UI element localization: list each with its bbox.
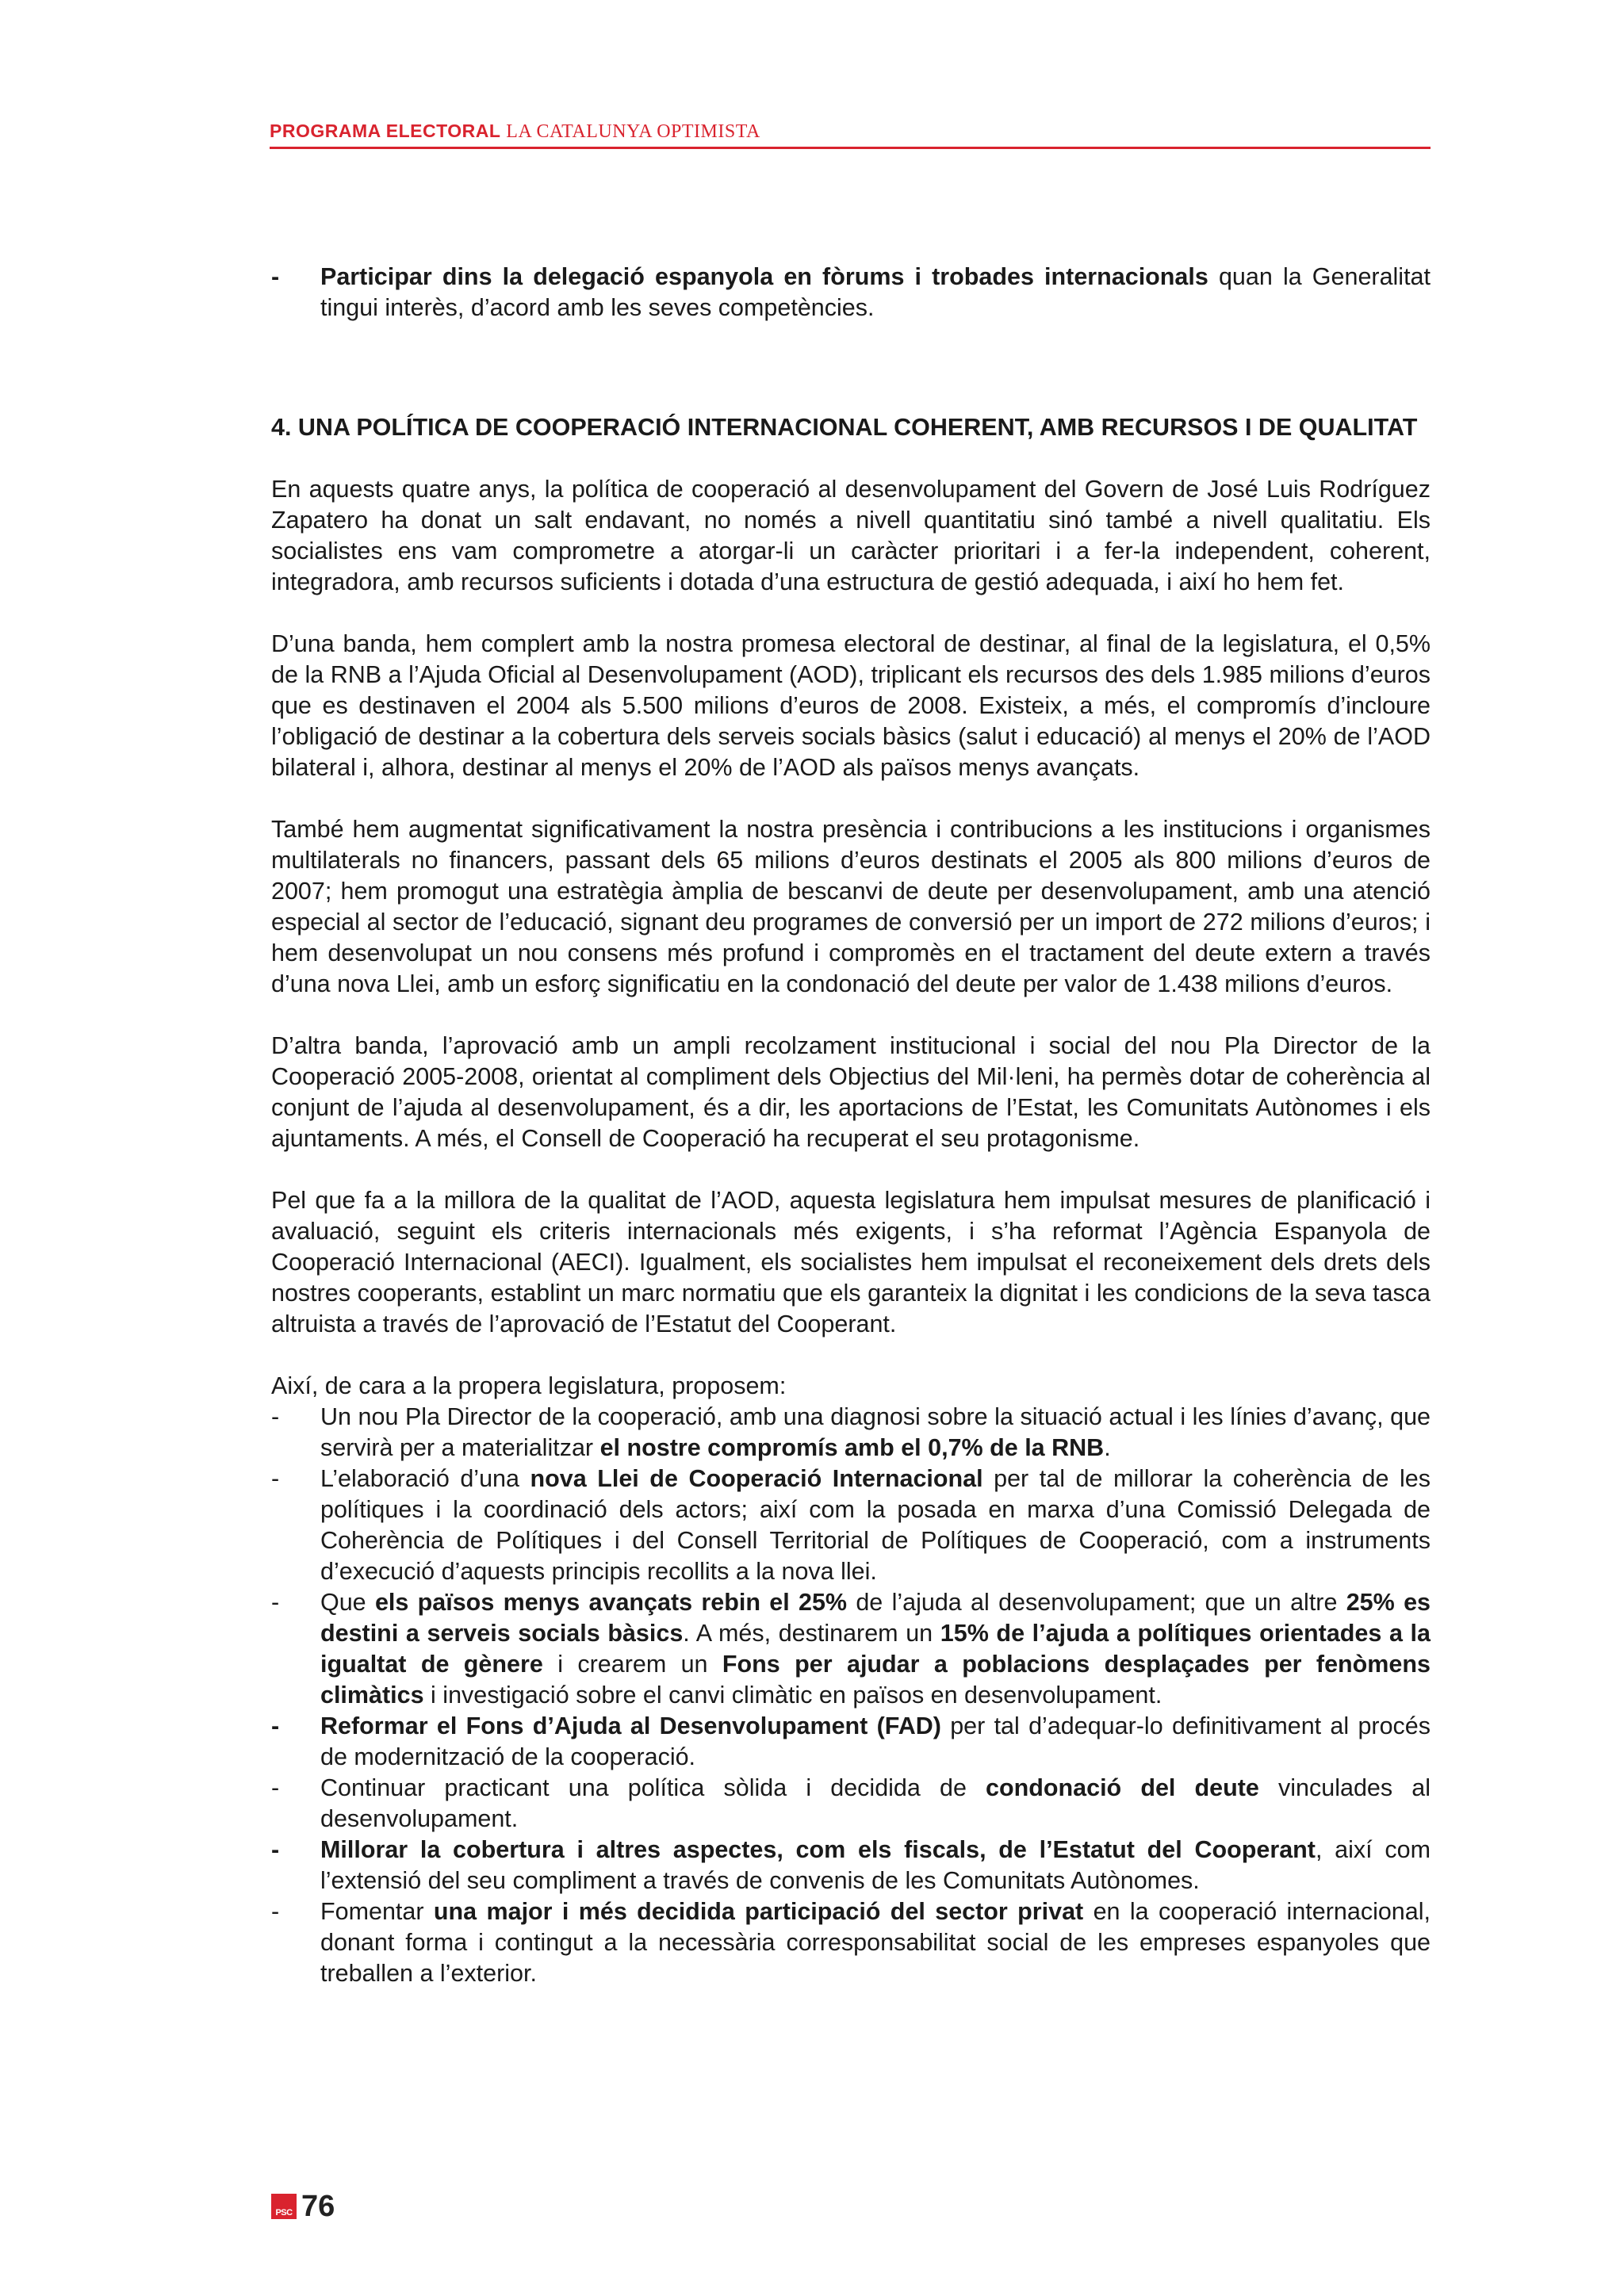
proposal-item xyxy=(271,1711,1431,1773)
proposal-text xyxy=(320,1402,1431,1464)
proposal-plain: i investigació sobre el canvi climàtic en països en desenvolupament. xyxy=(423,1682,1162,1709)
proposal-plain: L’elaboració d’una xyxy=(320,1465,530,1492)
section-title: 4. UNA POLÍTICA DE COOPERACIÓ INTERNACIONAL COHERENT, AMB RECURSOS I DE QUALITAT xyxy=(271,414,1418,441)
proposals-intro: Així, de cara a la propera legislatura, proposem: xyxy=(271,1372,787,1399)
proposal-bold: 15% de l’ajuda a polítiques orientades a la igualtat de gènere xyxy=(320,1620,1431,1678)
paragraph: També hem augmentat significativament la nostra presència i contribucions a les institucions i organismes multilaterals no financers, passant dels 65 milions d’euros destinats el 2005 als 800 milions d’euros de 2007; hem promogut una estratègia àmplia de bescanvi de deute per desenvolupament, amb una atenció especial al sector de l’educació, signant deu programes de conversió per un import de 272 milions d’euros; i hem desenvolupat un nou consens més profund i compromès en el tractament del deute extern a través d’una nova Llei, amb un esforç significatiu en la condonació del deute per valor de 1.438 milions d’euros. xyxy=(271,816,1431,997)
proposal-bold: els països menys avançats rebin el 25% xyxy=(374,1589,848,1616)
paragraph: D’una banda, hem complert amb la nostra promesa electoral de destinar, al final de la legislatura, el 0,5% de la RNB a l’Ajuda Oficial al Desenvolupament (AOD), triplicant els recursos des dels 1.985 milions d’euros que es destinaven el 2004 als 5.500 milions d’euros de 2008. Existeix, a més, el compromís d’incloure l’obligació de destinar a la cobertura dels serveis socials bàsics (salut i educació) al menys el 20% de l’AOD bilateral i, alhora, destinar al menys el 20% de l’AOD als països menys avançats. xyxy=(271,630,1431,781)
proposal-text xyxy=(320,1773,1431,1835)
proposal-bold: Millorar la cobertura i altres aspectes, com els fiscals, de l’Estatut del Cooperant xyxy=(320,1836,1316,1863)
proposal-plain: vinculades al desenvolupament. xyxy=(320,1774,1431,1832)
document-title: LA CATALUNYA OPTIMISTA xyxy=(506,121,760,142)
proposal-text xyxy=(320,1835,1431,1896)
proposal-plain: . xyxy=(1104,1434,1111,1461)
proposal-dash: - xyxy=(271,1712,280,1739)
proposal-text xyxy=(320,1896,1431,1989)
proposal-dash: - xyxy=(271,1898,280,1925)
proposal-bold: una major i més decidida participació del sector privat xyxy=(433,1898,1084,1925)
page-header xyxy=(270,121,1431,149)
proposal-item xyxy=(271,1402,1431,1464)
proposal-plain: , així com l’extensió del seu compliment a través de convenis de les Comunitats Autònomes. xyxy=(320,1836,1431,1894)
proposal-bold: condonació del deute xyxy=(986,1774,1259,1801)
proposal-item xyxy=(271,1773,1431,1835)
paragraph: D’altra banda, l’aprovació amb un ampli recolzament institucional i social del nou Pla Director de la Cooperació 2005-2008, orientat al compliment dels Objectius del Mil·leni, ha permès dotar de coherència al conjunt de l’ajuda al desenvolupament, és a dir, les aportacions de l’Estat, les Comunitats Autònomes i els ajuntaments. A més, el Consell de Cooperació ha recuperat el seu protagonisme. xyxy=(271,1032,1431,1152)
proposal-text xyxy=(320,1711,1431,1773)
proposal-bold: Fons per ajudar a poblacions desplaçades per fenòmens climàtics xyxy=(320,1651,1431,1709)
paragraph: Pel que fa a la millora de la qualitat de l’AOD, aquesta legislatura hem impulsat mesures de planificació i avaluació, seguint els criteris internacionals més exigents, i s’ha reformat l’Agència Espanyola de Cooperació Internacional (AECI). Igualment, els socialistes hem impulsat el reconeixement dels drets dels nostres cooperants, establint un marc normatiu que els garanteix la dignitat i les condicions de la seva tasca altruista a través de l’aprovació de l’Estatut del Cooperant. xyxy=(271,1187,1431,1337)
paragraph: En aquests quatre anys, la política de cooperació al desenvolupament del Govern de José Luis Rodríguez Zapatero ha donat un salt endavant, no només a nivell quantitatiu sinó també a nivell qualitatiu. Els socialistes ens vam comprometre a atorgar-li un caràcter prioritari i a fer-la independent, coherent, integradora, amb recursos suficients i dotada d’una estructura de gestió adequada, i així ho hem fet. xyxy=(271,476,1431,595)
bullet-bold: Participar dins la delegació espanyola en fòrums i trobades internacionals xyxy=(320,263,1208,290)
proposal-bold: 25% es destini a serveis socials bàsics xyxy=(320,1589,1431,1647)
page-footer xyxy=(271,2191,335,2221)
proposal-plain: Que xyxy=(320,1589,375,1616)
page-content xyxy=(271,262,1431,1989)
proposal-text xyxy=(320,1587,1431,1711)
proposal-plain: . A més, destinarem un xyxy=(683,1620,940,1647)
proposal-plain: per tal de millorar la coherència de les polítiques i la coordinació dels actors; així com la posada en marxa d’una Comissió Delegada de Coherència de Polítiques i del Consell Territorial de Polítiques de Cooperació, com a instruments d’execució d’aquests principis recollits a la nova llei. xyxy=(320,1465,1431,1585)
bullet-dash: - xyxy=(271,263,280,290)
proposal-text xyxy=(320,1464,1431,1587)
proposal-item xyxy=(271,1835,1431,1896)
bullet-plain: quan la Generalitat tingui interès, d’acord amb les seves competències. xyxy=(320,263,1431,321)
proposal-item xyxy=(271,1587,1431,1711)
logo-text: PSC xyxy=(275,2208,293,2218)
proposal-dash: - xyxy=(271,1589,280,1616)
proposal-plain: de l’ajuda al desenvolupament; que un altre xyxy=(847,1589,1346,1616)
proposal-plain: Fomentar xyxy=(320,1898,434,1925)
proposal-bold: Reformar el Fons d’Ajuda al Desenvolupament (FAD) xyxy=(320,1712,941,1739)
psc-logo-icon xyxy=(271,2194,297,2219)
program-label: PROGRAMA ELECTORAL xyxy=(270,121,501,141)
proposal-bold: nova Llei de Cooperació Internacional xyxy=(530,1465,983,1492)
proposal-plain: Continuar practicant una política sòlida i decidida de xyxy=(320,1774,986,1801)
proposal-item xyxy=(271,1464,1431,1587)
proposal-plain: i crearem un xyxy=(542,1651,722,1678)
proposal-plain: en la cooperació internacional, donant forma i contingut a la necessària corresponsabilitat social de les empreses espanyoles que treballen a l’exterior. xyxy=(320,1898,1431,1987)
proposal-bold: el nostre compromís amb el 0,7% de la RNB xyxy=(599,1434,1105,1461)
proposal-dash: - xyxy=(271,1403,280,1430)
proposal-dash: - xyxy=(271,1465,280,1492)
bullet-text xyxy=(320,262,1431,323)
proposal-dash: - xyxy=(271,1836,280,1863)
page-number: 76 xyxy=(301,2190,335,2223)
proposal-item xyxy=(271,1896,1431,1989)
proposal-plain: per tal d’adequar-lo definitivament al procés de modernització de la cooperació. xyxy=(320,1712,1431,1770)
proposal-plain: Un nou Pla Director de la cooperació, amb una diagnosi sobre la situació actual i les línies d’avanç, que servirà per a materialitzar xyxy=(320,1403,1431,1461)
intro-bullet xyxy=(271,262,1431,323)
proposal-dash: - xyxy=(271,1774,280,1801)
